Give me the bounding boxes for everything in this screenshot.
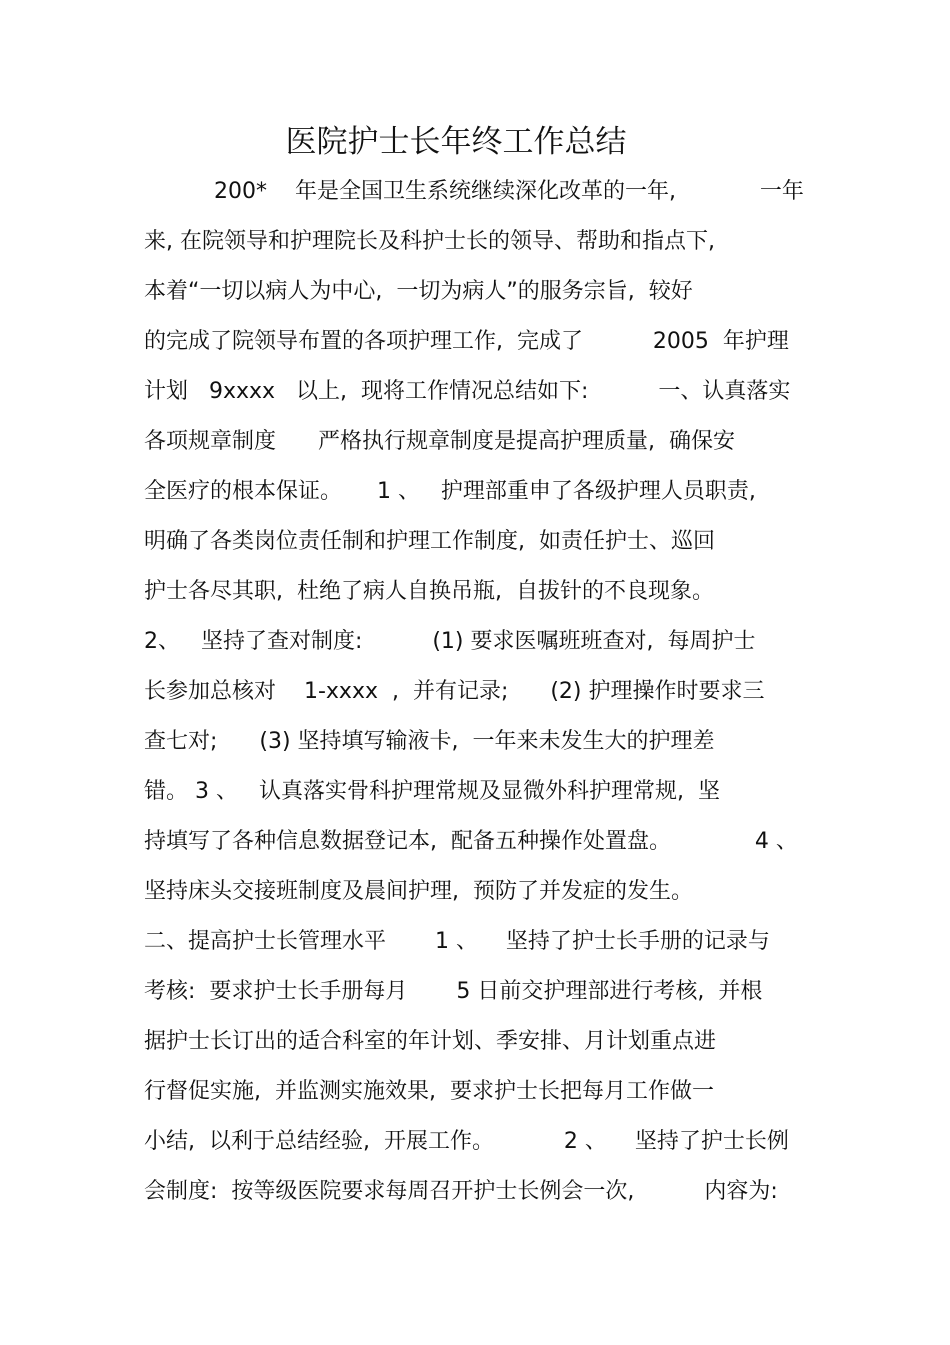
body-line: 200* 年是全国卫生系统继续深化改革的一年, 一年	[214, 179, 804, 204]
body-line: 小结, 以利于总结经验, 开展工作。 2 、 坚持了护士长例	[144, 1129, 789, 1154]
body-line: 来, 在院领导和护理院长及科护士长的领导、帮助和指点下,	[144, 229, 715, 254]
body-line: 计划 9xxxx 以上, 现将工作情况总结如下: 一、认真落实	[144, 379, 791, 404]
body-line: 会制度: 按等级医院要求每周召开护士长例会一次, 内容为:	[144, 1179, 778, 1204]
body-line: 二、提高护士长管理水平 1 、 坚持了护士长手册的记录与	[144, 929, 770, 954]
body-line: 全医疗的根本保证。 1 、 护理部重申了各级护理人员职责,	[144, 479, 756, 504]
body-line: 明确了各类岗位责任制和护理工作制度, 如责任护士、巡回	[144, 529, 715, 554]
body-line: 坚持床头交接班制度及晨间护理, 预防了并发症的发生。	[144, 879, 693, 904]
body-line: 长参加总核对 1-xxxx , 并有记录; (2) 护理操作时要求三	[144, 679, 765, 704]
body-line: 的完成了院领导布置的各项护理工作, 完成了 2005 年护理	[144, 329, 789, 354]
body-line: 本着“一切以病人为中心, 一切为病人”的服务宗旨, 较好	[144, 279, 693, 304]
body-line: 查七对; (3) 坚持填写输液卡, 一年来未发生大的护理差	[144, 729, 715, 754]
body-line: 行督促实施, 并监测实施效果, 要求护士长把每月工作做一	[144, 1079, 714, 1104]
body-line: 错。 3 、 认真落实骨科护理常规及显微外科护理常规, 坚	[144, 779, 720, 804]
body-line: 2、 坚持了查对制度: (1) 要求医嘱班班查对, 每周护士	[144, 629, 756, 654]
body-line: 持填写了各种信息数据登记本, 配备五种操作处置盘。 4 、	[144, 829, 798, 854]
body-line: 护士各尽其职, 杜绝了病人自换吊瓶, 自拔针的不良现象。	[144, 579, 714, 604]
body-line: 据护士长订出的适合科室的年计划、季安排、月计划重点进	[144, 1029, 717, 1054]
document-title: 医院护士长年终工作总结	[285, 124, 627, 160]
body-line: 各项规章制度 严格执行规章制度是提高护理质量, 确保安	[144, 429, 735, 454]
body-line: 考核: 要求护士长手册每月 5 日前交护理部进行考核, 并根	[144, 979, 763, 1004]
